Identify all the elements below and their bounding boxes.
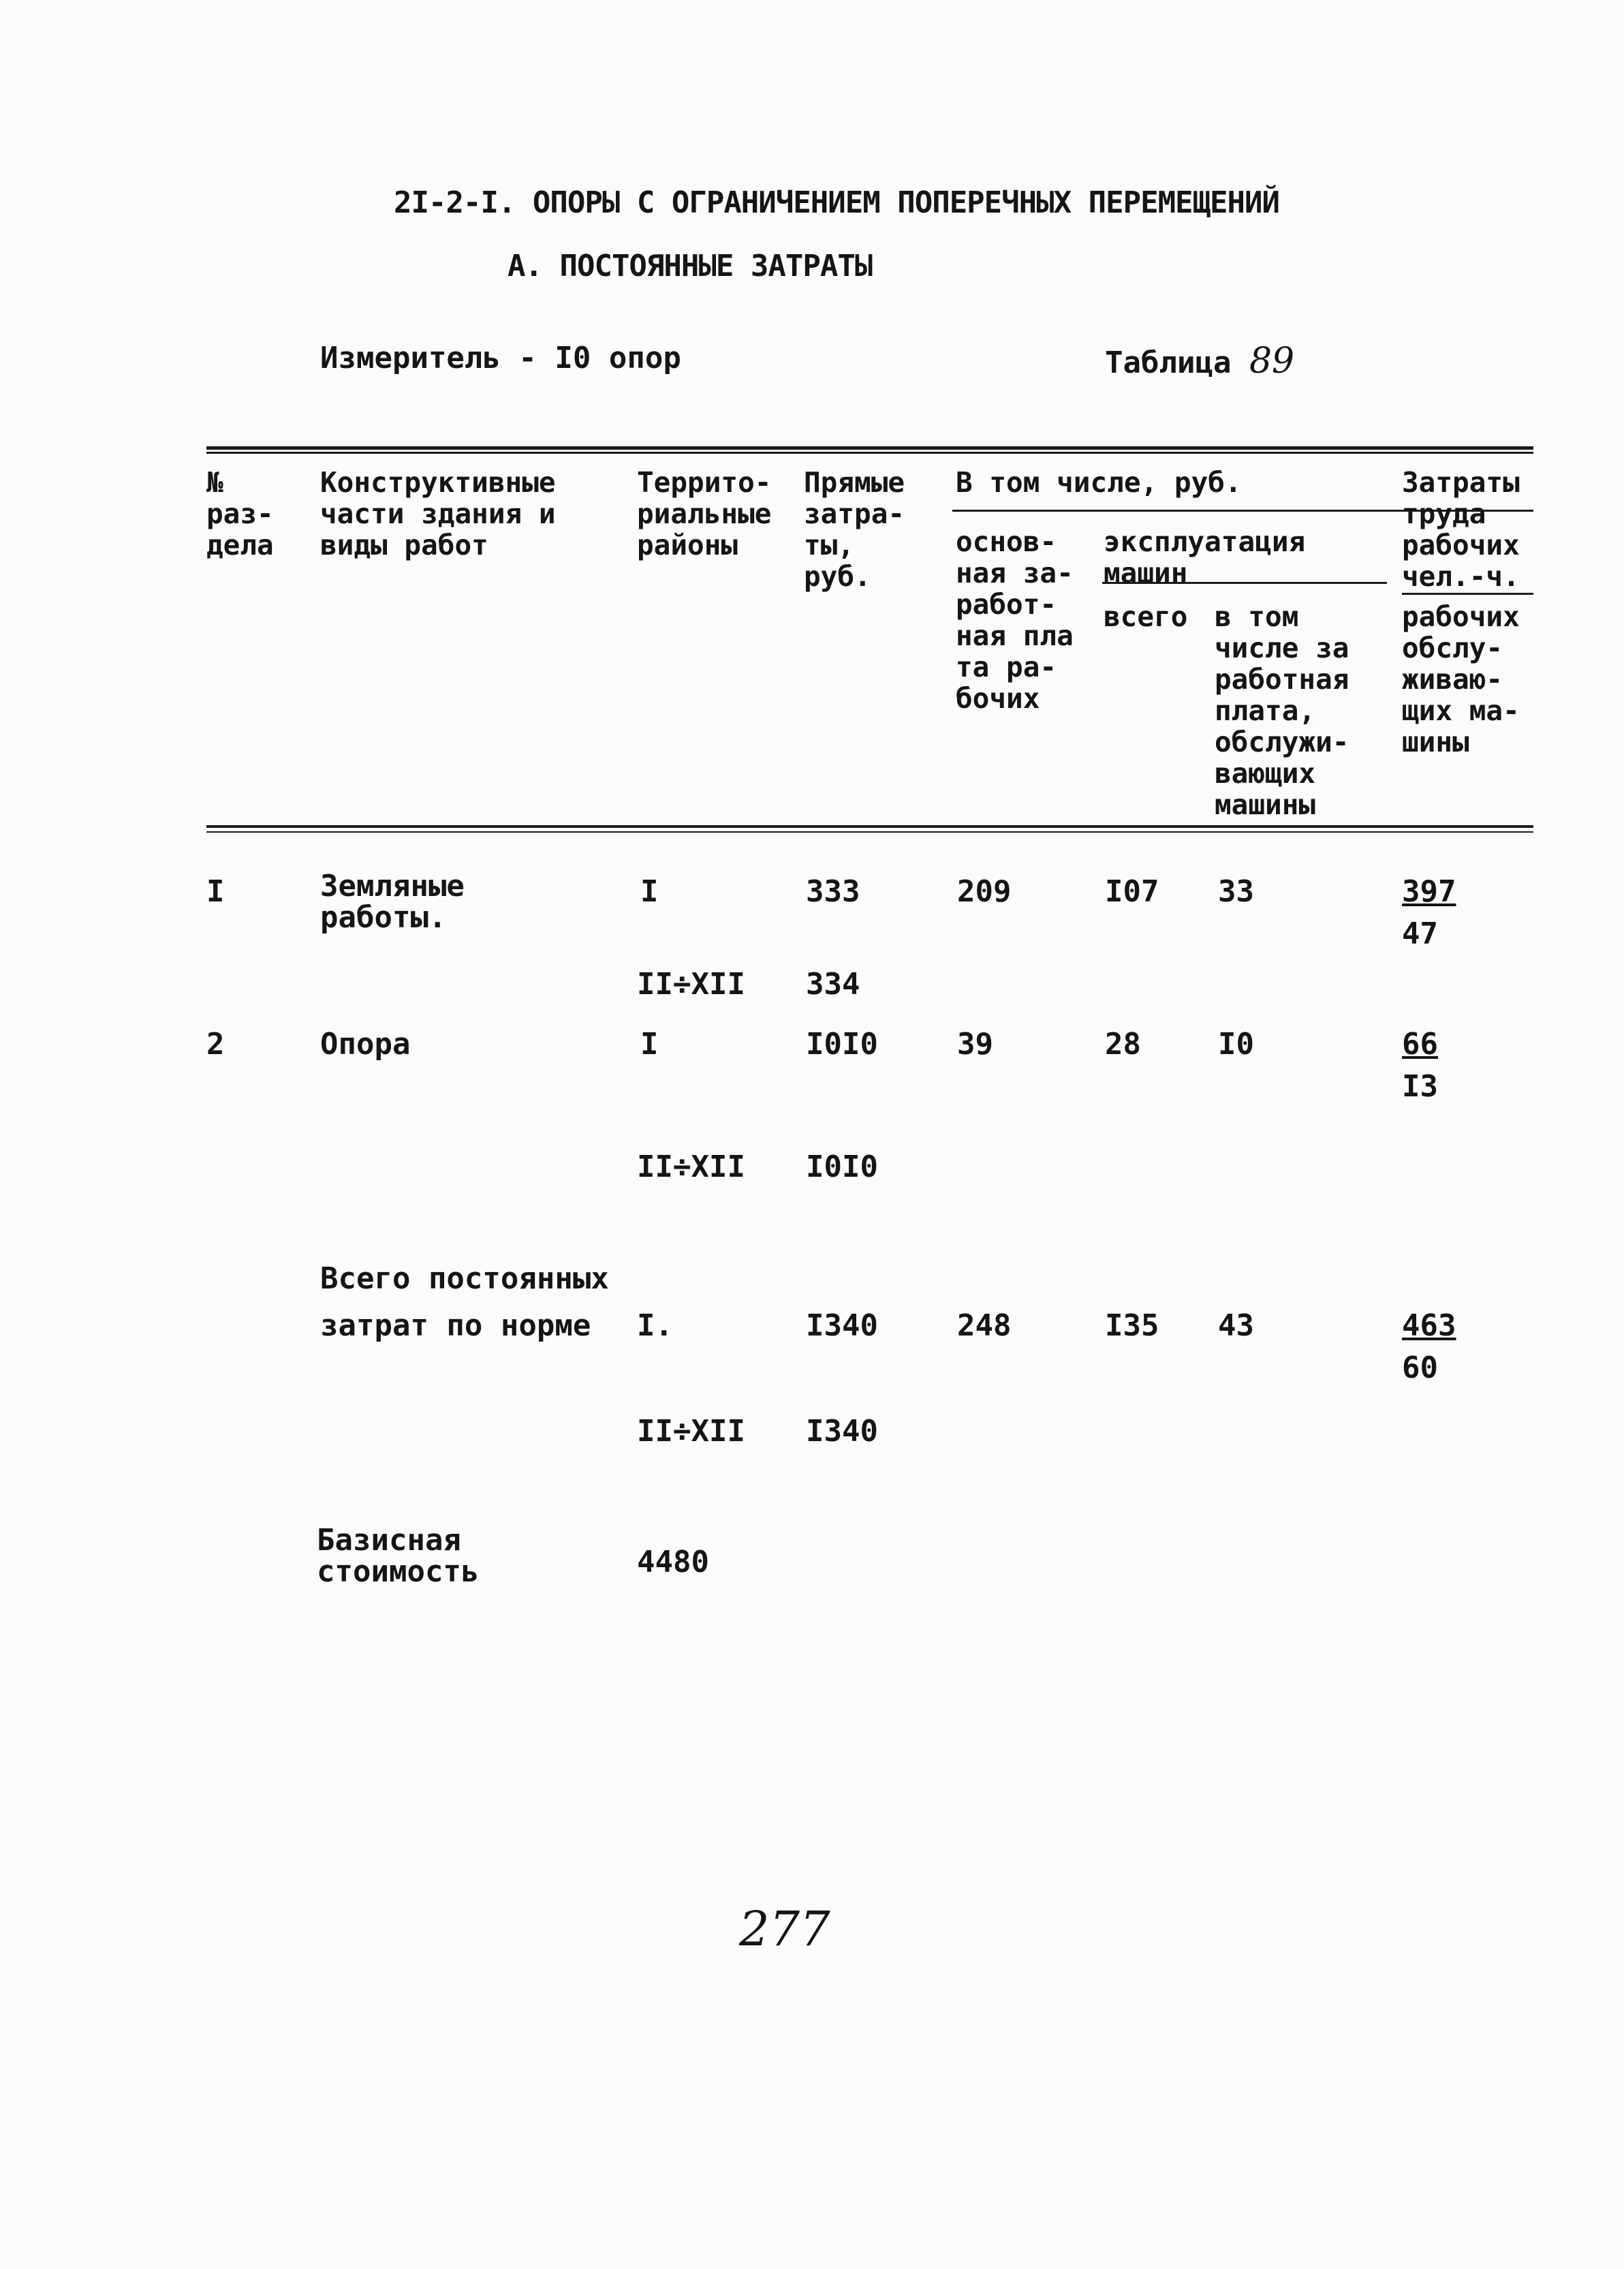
row1-labor-machines: 47 xyxy=(1402,916,1438,951)
row2-cost-b: I0I0 xyxy=(806,1149,878,1184)
header-line: раз- xyxy=(206,497,274,530)
total-machines: I35 xyxy=(1105,1308,1159,1343)
header-section-no xyxy=(206,467,274,561)
row1-name-line: Земляные xyxy=(320,869,465,904)
header-line: Конструктивные xyxy=(320,466,556,499)
header-line: шины xyxy=(1402,726,1469,758)
base-cost-label-line: стоимость xyxy=(317,1554,480,1589)
row2-no: 2 xyxy=(206,1027,225,1062)
row2-machines-wages: I0 xyxy=(1218,1027,1254,1062)
total-region-b: II÷XII xyxy=(637,1414,745,1449)
header-bottom-rule xyxy=(206,825,1533,828)
header-line: работная xyxy=(1215,663,1349,696)
table-number: 89 xyxy=(1249,341,1295,382)
header-line: ная пла xyxy=(956,619,1074,652)
header-labor-sub xyxy=(1402,601,1520,758)
header-line: в том xyxy=(1215,600,1299,633)
row2-machines: 28 xyxy=(1105,1027,1141,1062)
header-incl: В том числе, руб. xyxy=(956,466,1242,499)
header-line: Затраты xyxy=(1402,466,1520,499)
total-cost-a: I340 xyxy=(806,1308,878,1343)
document-subtitle: А. ПОСТОЯННЫЕ ЗАТРАТЫ xyxy=(507,249,873,283)
row2-name: Опора xyxy=(320,1027,411,1062)
row1-no: I xyxy=(206,874,225,909)
row1-machines-wages: 33 xyxy=(1218,874,1254,909)
row1-labor: 397 xyxy=(1402,874,1456,909)
header-line: обслужи- xyxy=(1215,726,1349,758)
row2-region-a: I xyxy=(640,1027,659,1062)
header-line: живаю- xyxy=(1402,663,1503,696)
total-name-line-1: Всего постоянных xyxy=(320,1261,609,1296)
row2-cost-a: I0I0 xyxy=(806,1027,878,1062)
base-cost-value: 4480 xyxy=(637,1545,709,1579)
header-line: рабочих xyxy=(1402,600,1520,633)
row2-wages: 39 xyxy=(957,1027,993,1062)
table-top-rule-inner xyxy=(206,452,1533,454)
total-machines-wages: 43 xyxy=(1218,1308,1254,1343)
header-line: работ- xyxy=(956,588,1057,621)
total-wages: 248 xyxy=(957,1308,1012,1343)
row2-labor: 66 xyxy=(1402,1027,1438,1062)
header-bottom-rule-inner xyxy=(206,831,1533,833)
total-name-line-2: затрат по норме xyxy=(320,1308,591,1343)
base-cost-label xyxy=(317,1525,479,1588)
header-line: числе за xyxy=(1215,632,1349,664)
header-line: дела xyxy=(206,529,274,561)
header-line: виды работ xyxy=(320,529,488,561)
header-direct xyxy=(804,467,905,592)
row2-labor-machines: I3 xyxy=(1402,1069,1438,1104)
header-line: ты, xyxy=(804,529,855,561)
total-region-a: I. xyxy=(637,1308,673,1343)
header-line: машины xyxy=(1215,788,1316,821)
header-line: та ра- xyxy=(956,651,1057,683)
header-line: щих ма- xyxy=(1402,694,1520,727)
header-line: основ- xyxy=(956,525,1057,558)
header-line: обслу- xyxy=(1402,632,1503,664)
header-line: плата, xyxy=(1215,694,1316,727)
base-cost-label-line: Базисная xyxy=(317,1523,461,1558)
header-line: вающих xyxy=(1215,757,1316,790)
row1-name-line: работы. xyxy=(320,900,447,935)
header-regions xyxy=(637,467,771,561)
header-line: части здания и xyxy=(320,497,556,530)
row1-machines: I07 xyxy=(1105,874,1159,909)
header-line: Террито- xyxy=(637,466,772,499)
header-line: Прямые xyxy=(804,466,905,499)
document-title: 2I-2-I. ОПОРЫ С ОГРАНИЧЕНИЕМ ПОПЕРЕЧНЫХ ПЕРЕМЕЩЕНИЙ xyxy=(394,185,1280,220)
header-machines-total: всего xyxy=(1104,600,1188,633)
header-machines: эксплуатация машин xyxy=(1104,525,1306,589)
header-wages xyxy=(956,526,1074,714)
table-label-text: Таблица xyxy=(1105,345,1232,380)
table-top-rule xyxy=(206,446,1533,450)
page-number: 277 xyxy=(739,1901,830,1957)
header-line: труда xyxy=(1402,497,1486,530)
header-machines-wages xyxy=(1215,601,1349,820)
header-line: рабочих xyxy=(1402,529,1520,561)
row1-wages: 209 xyxy=(957,874,1012,909)
row1-region-b: II÷XII xyxy=(637,967,745,1002)
total-labor-machines: 60 xyxy=(1402,1350,1438,1385)
table-label xyxy=(1105,341,1294,382)
total-cost-b: I340 xyxy=(806,1414,878,1449)
labor-rule xyxy=(1402,593,1533,595)
header-labor xyxy=(1402,467,1520,592)
row1-cost-a: 333 xyxy=(806,874,860,909)
header-line: № xyxy=(206,466,223,499)
header-line: риальные xyxy=(637,497,772,530)
total-labor: 463 xyxy=(1402,1308,1456,1343)
header-line: бочих xyxy=(956,682,1040,715)
header-line: районы xyxy=(637,529,738,561)
unit-label: Измеритель - I0 опор xyxy=(320,341,681,375)
row1-region-a: I xyxy=(640,874,659,909)
header-line: ная за- xyxy=(956,557,1074,589)
header-line: чел.-ч. xyxy=(1402,560,1520,593)
header-line: затра- xyxy=(804,497,905,530)
header-parts xyxy=(320,467,556,561)
row1-name xyxy=(320,871,465,933)
row1-cost-b: 334 xyxy=(806,967,860,1002)
header-line: руб. xyxy=(804,560,871,593)
row2-region-b: II÷XII xyxy=(637,1149,745,1184)
